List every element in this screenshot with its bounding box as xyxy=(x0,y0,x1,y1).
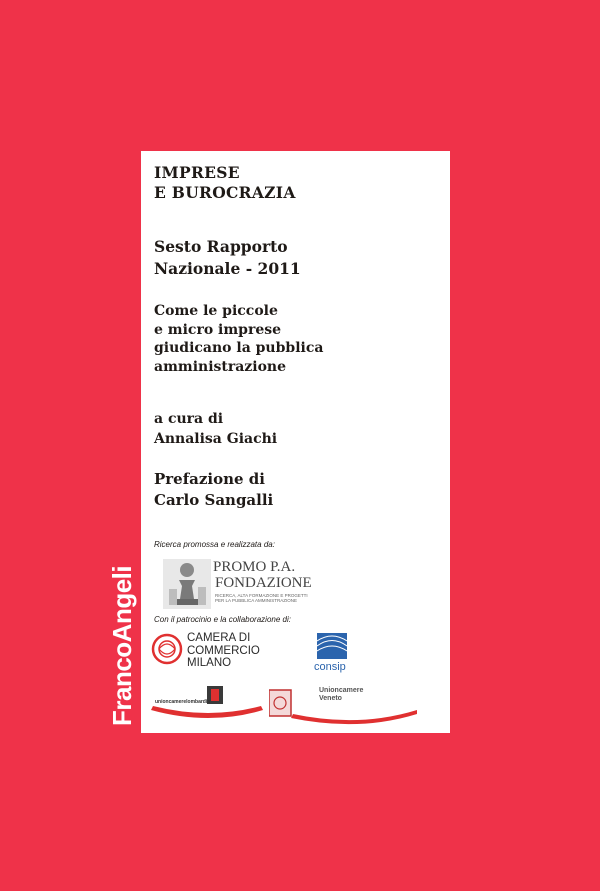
description-line: amministrazione xyxy=(154,358,287,375)
consip-globe-icon xyxy=(317,633,347,659)
unioncamere-lombardia-name: unioncamerelombardia xyxy=(155,699,211,705)
book-subtitle xyxy=(154,236,301,280)
unioncamere-veneto-logo xyxy=(269,686,419,726)
subtitle-line: Sesto Rapporto xyxy=(154,237,288,256)
preface-line: Carlo Sangalli xyxy=(154,491,274,509)
title-line: E BUROCRAZIA xyxy=(154,183,296,202)
camera-commercio-name xyxy=(187,632,260,670)
book-preface xyxy=(154,469,273,511)
promo-tagline-line: PER LA PUBBLICA AMMINISTRAZIONE xyxy=(215,598,298,603)
publisher-logo: FrancoAngeli xyxy=(107,565,137,726)
chess-pawn-icon xyxy=(163,559,211,609)
description-line: Come le piccole xyxy=(154,303,278,319)
promo-pa-logo xyxy=(163,559,312,609)
unioncamere-veneto-name xyxy=(319,687,363,703)
promo-logo-line2: FONDAZIONE xyxy=(215,575,312,591)
editor-line: Annalisa Giachi xyxy=(154,431,278,447)
title-line: IMPRESE xyxy=(154,163,240,182)
camera-line: MILANO xyxy=(187,657,232,669)
consip-logo xyxy=(314,633,354,673)
editor-line: a cura di xyxy=(154,411,224,427)
patronage-label: Con il patrocinio e la collaborazione di: xyxy=(154,615,291,624)
consip-name: consip xyxy=(314,661,346,673)
promoted-by-label: Ricerca promossa e realizzata da: xyxy=(154,540,275,549)
cover-panel xyxy=(141,151,450,733)
subtitle-line: Nazionale - 2011 xyxy=(154,259,301,278)
camera-line: COMMERCIO xyxy=(187,644,260,657)
book-description xyxy=(154,302,323,376)
camera-commercio-emblem-icon xyxy=(151,633,183,665)
description-line: giudicano la pubblica xyxy=(154,340,324,356)
veneto-line: Unioncamere xyxy=(319,687,364,694)
promo-tagline-line: RICERCA, ALTA FORMAZIONE E PROGETTI xyxy=(215,593,308,598)
camera-line: CAMERA DI xyxy=(187,632,251,644)
book-title xyxy=(154,163,296,203)
promo-logo-tagline xyxy=(215,593,308,603)
promo-logo-line1: PROMO P.A. xyxy=(213,559,296,575)
preface-line: Prefazione di xyxy=(154,470,265,488)
description-line: e micro imprese xyxy=(154,321,282,338)
book-editor xyxy=(154,409,277,449)
veneto-line: Veneto xyxy=(319,695,342,702)
camera-commercio-logo xyxy=(151,631,291,677)
unioncamere-lombardia-logo xyxy=(149,686,269,722)
